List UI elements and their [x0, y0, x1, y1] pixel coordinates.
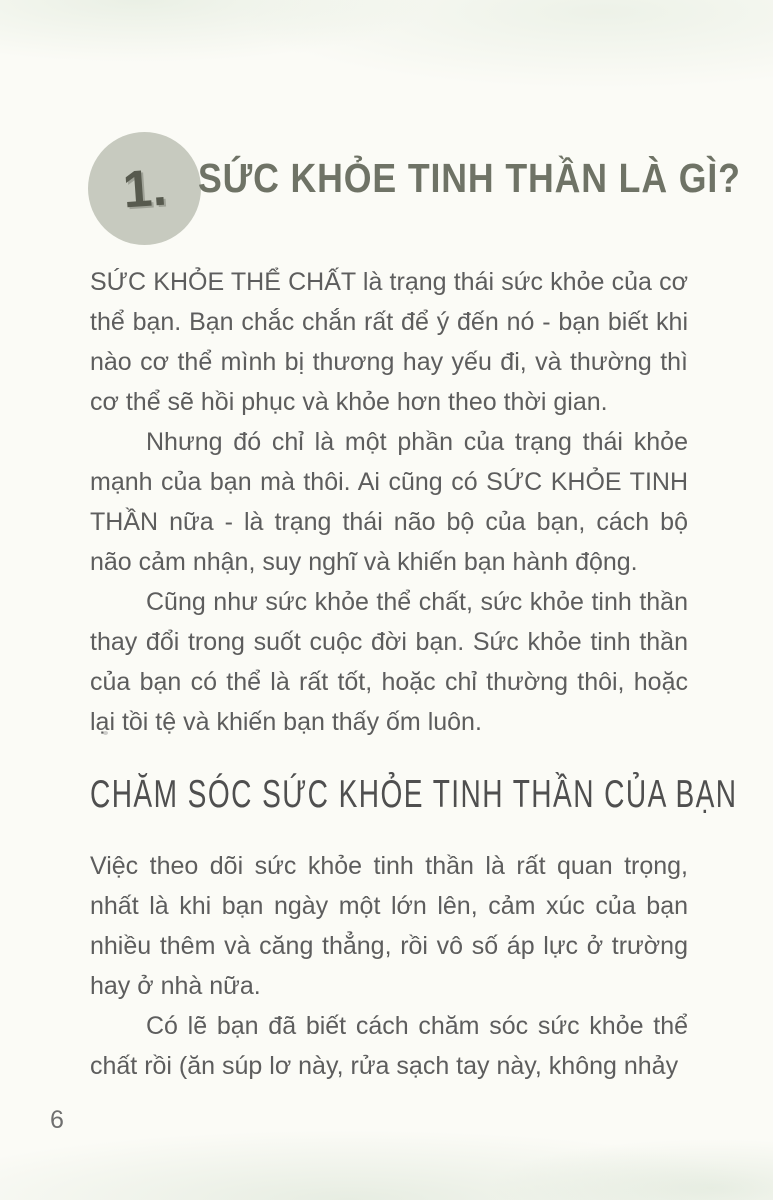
paragraph: Việc theo dõi sức khỏe tinh thần là rất quan trọng, nhất là khi bạn ngày một lớn lên, cảm xúc của bạn nhiều thêm và căng thẳng, rồi vô số áp lực ở trường hay ở nhà nữa.: [90, 852, 688, 1000]
chapter-title: SỨC KHỎE TINH THẦN LÀ GÌ?: [198, 155, 741, 201]
page-number: 6: [50, 1106, 64, 1134]
paragraph: Nhưng đó chỉ là một phần của trạng thái khỏe mạnh của bạn mà thôi. Ai cũng có SỨC KHỎE TINH THẦN nữa - là trạng thái não bộ của bạn, cách bộ não cảm nhận, suy nghĩ và khiến bạn hành động.: [90, 428, 688, 576]
paragraph: Có lẽ bạn đã biết cách chăm sóc sức khỏe thể chất rồi (ăn súp lơ này, rửa sạch tay này, không nhảy: [90, 1012, 688, 1080]
intro-paragraphs: [90, 262, 688, 742]
paragraph: SỨC KHỎE THỂ CHẤT là trạng thái sức khỏe của cơ thể bạn. Bạn chắc chắn rất để ý đến nó - bạn biết khi nào cơ thể mình bị thương hay yếu đi, và thường thì cơ thể sẽ hồi phục và khỏe hơn theo thời gian.: [90, 268, 688, 416]
paragraph: Cũng như sức khỏe thể chất, sức khỏe tinh thần thay đổi trong suốt cuộc đời bạn. Sức khỏe tinh thần của bạn có thể là rất tốt, hoặc chỉ thường thôi, hoặc lại tồi tệ và khiến bạn thấy ốm luôn.: [90, 588, 688, 736]
chapter-number: 1.: [120, 158, 169, 219]
chapter-number-badge: [88, 132, 201, 245]
section-heading: CHĂM SÓC SỨC KHỎE TINH THẦN CỦA BẠN: [90, 773, 738, 816]
print-speck: [103, 731, 108, 735]
section-paragraphs: [90, 846, 688, 1086]
